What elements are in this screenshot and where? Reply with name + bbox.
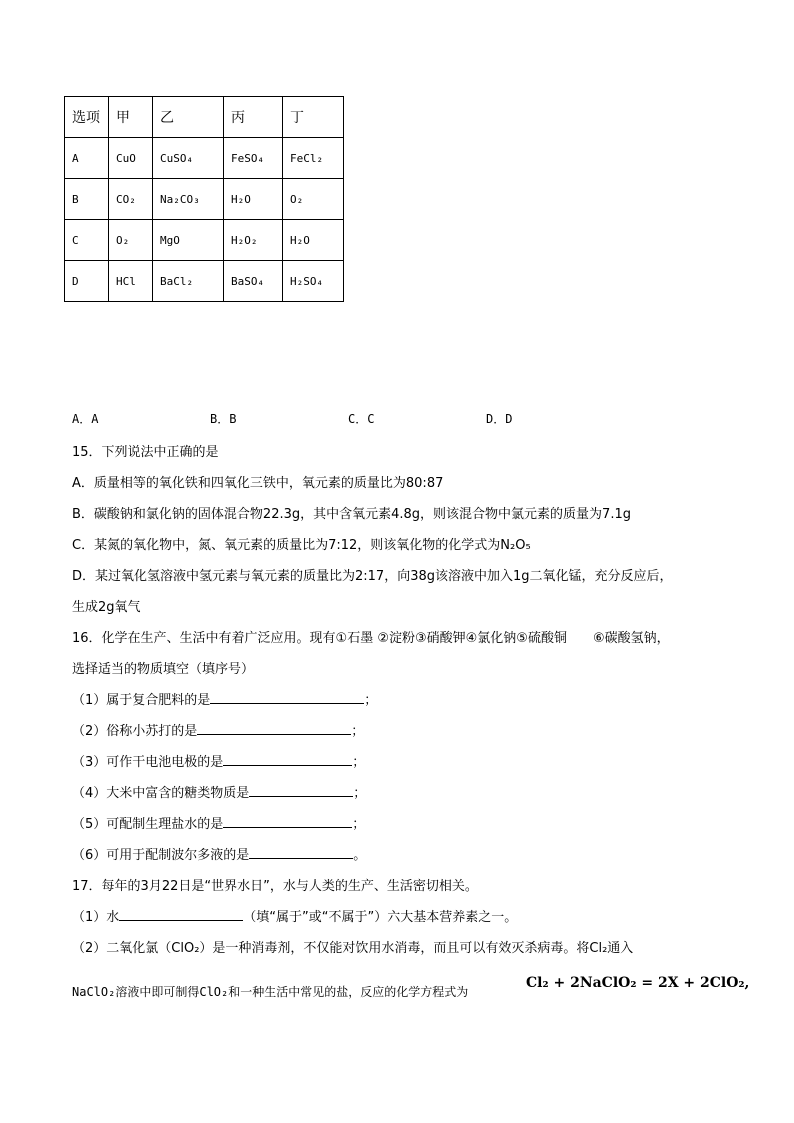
chemical-equation: Cl₂ + 2NaClO₂ = 2X + 2ClO₂, [526,975,750,991]
table-cell: BaCl₂ [153,261,224,302]
choice-c: C．C [348,412,375,426]
answer-blank[interactable] [249,846,353,859]
table-cell: 甲 [109,97,153,138]
q16-item-2: （2）俗称小苏打的是 ； [72,724,365,739]
table-cell: MgO [153,220,224,261]
q17-part2-line2: NaClO₂溶液中即可制得ClO₂和一种生活中常见的盐，反应的化学方程式为 [72,985,469,999]
table-cell: 丙 [224,97,283,138]
table-cell: CuSO₄ [153,138,224,179]
q17-part2-line1: （2）二氧化氯（ClO₂）是一种消毒剂，不仅能对饮用水消毒，而且可以有效灭杀病毒。将Cl₂通入 [72,941,634,956]
q15-option-c: C．某氮的氧化物中，氮、氧元素的质量比为7:12，则该氧化物的化学式为N₂O₅ [72,538,531,553]
table-cell: D [65,261,109,302]
table-cell: FeCl₂ [283,138,344,179]
q16-item-6: （6）可用于配制波尔多液的是 。 [72,848,367,863]
answer-blank[interactable] [119,908,243,921]
table-row [65,138,344,179]
table-cell: HCl [109,261,153,302]
table-row [65,179,344,220]
table-cell: H₂O [224,179,283,220]
table-cell: 丁 [283,97,344,138]
q17-stem: 17．每年的3月22日是“世界水日”，水与人类的生产、生活密切相关。 [72,879,478,894]
table-row [65,220,344,261]
table-cell: A [65,138,109,179]
q16-stem-line1: 16．化学在生产、生活中有着广泛应用。现有①石墨 ②淀粉③硝酸钾④氯化钠⑤硫酸铜 ⑥碳酸氢钠， [72,631,670,646]
q15-option-d-line2: 生成2g氧气 [72,600,141,615]
q15-option-a: A．质量相等的氧化铁和四氧化三铁中，氧元素的质量比为80:87 [72,476,444,491]
table-cell: Na₂CO₃ [153,179,224,220]
table-cell: B [65,179,109,220]
table-cell: CuO [109,138,153,179]
choice-d: D．D [486,412,513,426]
q17-part1: （1）水 （填“属于”或“不属于”）六大基本营养素之一。 [72,910,518,925]
q16-item-5: （5）可配制生理盐水的是 ； [72,817,366,832]
table-cell: 乙 [153,97,224,138]
table-cell: H₂O₂ [224,220,283,261]
answer-blank[interactable] [223,815,352,828]
options-table [64,96,344,302]
choice-b: B．B [210,412,237,426]
answer-blank[interactable] [197,722,351,735]
table-row [65,261,344,302]
q16-item-3: （3）可作干电池电极的是 ； [72,755,366,770]
table-cell: O₂ [283,179,344,220]
table-cell: FeSO₄ [224,138,283,179]
answer-blank[interactable] [210,691,364,704]
q16-item-1: （1）属于复合肥料的是 ； [72,693,378,708]
table-header-row [65,97,344,138]
q16-stem-line2: 选择适当的物质填空（填序号） [72,662,255,677]
choice-a: A．A [72,412,99,426]
answer-blank[interactable] [249,784,353,797]
table-cell: BaSO₄ [224,261,283,302]
table-cell: 选项 [65,97,109,138]
table-cell: C [65,220,109,261]
q15-stem: 15．下列说法中正确的是 [72,445,219,460]
answer-blank[interactable] [223,753,352,766]
q15-option-b: B．碳酸钠和氯化钠的固体混合物22.3g，其中含氧元素4.8g，则该混合物中氯元素的质量为7.1g [72,507,631,522]
table-cell: CO₂ [109,179,153,220]
table-cell: H₂O [283,220,344,261]
table-cell: O₂ [109,220,153,261]
q16-item-4: （4）大米中富含的糖类物质是 ； [72,786,367,801]
q15-option-d-line1: D．某过氧化氢溶液中氢元素与氧元素的质量比为2:17，向38g该溶液中加入1g二氧化锰，充分反应后， [72,569,673,584]
table-cell: H₂SO₄ [283,261,344,302]
